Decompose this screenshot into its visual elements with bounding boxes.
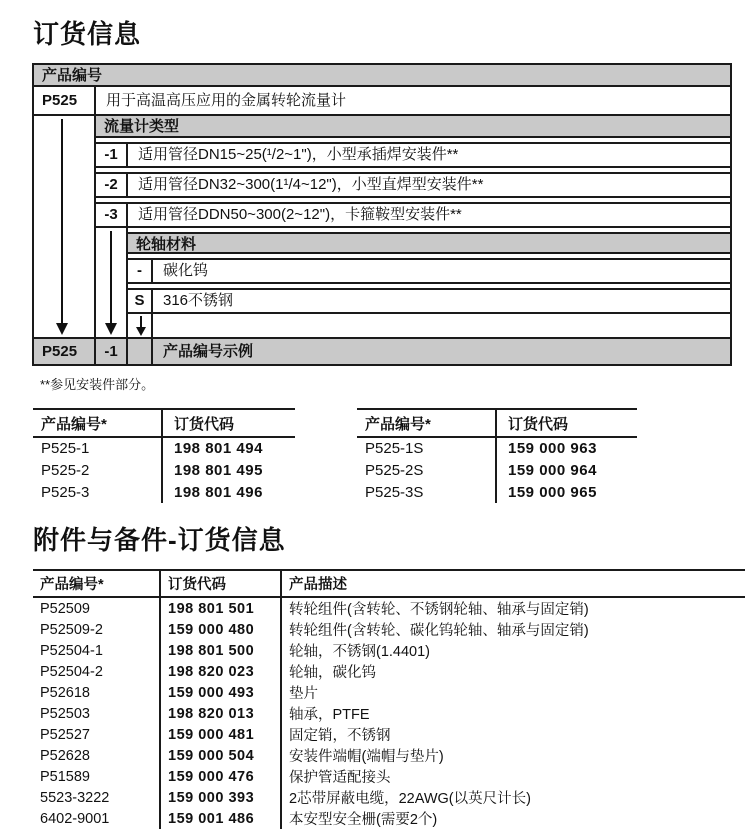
column-header-product-number: 产品编号*	[33, 570, 160, 597]
order-code-cell: 198 801 496	[174, 483, 263, 501]
ordering-structure-table	[32, 63, 732, 366]
example-product-code: P525	[34, 339, 96, 364]
product-number-cell: P525-1S	[357, 437, 496, 459]
order-code-cell: 198 820 013	[160, 703, 281, 724]
flowmeter-type-header: 流量计类型	[96, 116, 730, 138]
type-option-code: -3	[96, 204, 128, 226]
material-option-desc: 碳化钨	[163, 262, 209, 279]
down-arrow-icon	[105, 323, 117, 335]
product-desc-cell: 固定销，不锈钢	[289, 728, 391, 744]
product-desc-cell: 安装件端帽(端帽与垫片)	[289, 749, 444, 765]
product-number-cell: P51589	[33, 766, 160, 787]
order-code-cell: 198 801 494	[174, 440, 263, 457]
type-option-code: -1	[96, 144, 128, 166]
accessories-table	[33, 569, 745, 829]
order-code-cell: 159 000 481	[160, 724, 281, 745]
product-desc-cell: 轮轴，碳化钨	[289, 665, 376, 681]
table-row	[33, 619, 745, 640]
type-option-row	[96, 202, 730, 228]
product-number-cell: P525-2S	[357, 459, 496, 481]
product-code-cell: P525	[34, 87, 96, 114]
down-arrow-icon	[61, 119, 63, 324]
column-header-order-code: 订货代码	[162, 409, 295, 437]
material-arrow-row	[128, 314, 730, 337]
material-option-code: S	[128, 290, 153, 312]
table-row	[357, 481, 637, 503]
example-label: 产品编号示例	[163, 343, 254, 360]
order-example-row	[34, 337, 730, 364]
table-row	[33, 459, 295, 481]
product-desc-cell: 保护管适配接头	[289, 770, 391, 786]
table-row	[357, 437, 637, 459]
example-type-code: -1	[96, 339, 128, 364]
order-code-cell: 159 000 964	[508, 461, 597, 479]
down-arrow-icon	[110, 231, 112, 324]
order-code-cell: 159 000 493	[160, 682, 281, 703]
table-row	[33, 703, 745, 724]
order-code-cell: 159 000 504	[160, 745, 281, 766]
product-number-cell: P52527	[33, 724, 160, 745]
product-desc-cell: 2芯带屏蔽电缆，22AWG(以英尺计长)	[289, 791, 531, 807]
product-desc-cell: 轴承，PTFE	[289, 707, 370, 723]
type-option-code: -2	[96, 174, 128, 196]
product-desc-cell: 用于高温高压应用的金属转轮流量计	[106, 92, 347, 109]
example-material-code	[128, 339, 153, 364]
product-number-cell: P52628	[33, 745, 160, 766]
product-number-cell: P525-3S	[357, 481, 496, 503]
column-header-product-number: 产品编号*	[357, 409, 496, 437]
product-desc-cell: 轮轴，不锈钢(1.4401)	[289, 644, 431, 660]
type-option-desc: 适用管径DN32~300(1¹/4~12")，小型直焊型安装件**	[138, 176, 484, 193]
order-code-cell: 159 000 476	[160, 766, 281, 787]
product-number-cell: P52618	[33, 682, 160, 703]
product-number-cell: P525-3	[33, 481, 162, 503]
type-code-arrow-column	[96, 228, 128, 337]
product-desc-cell: 本安型安全栅(需要2个)	[289, 812, 438, 828]
table-row	[33, 808, 745, 829]
order-code-table-stainless	[357, 408, 637, 503]
product-number-header: 产品编号	[34, 65, 730, 87]
column-header-order-code: 订货代码	[160, 570, 281, 597]
footnote: **参见安装件部分。	[40, 377, 155, 392]
order-code-cell: 198 801 501	[160, 597, 281, 619]
table-row	[33, 745, 745, 766]
order-code-cell: 159 000 963	[508, 440, 597, 457]
product-number-cell: 5523-3222	[33, 787, 160, 808]
down-arrow-icon	[56, 323, 68, 335]
type-option-row	[96, 172, 730, 198]
table-row	[33, 640, 745, 661]
product-desc-cell: 转轮组件(含转轮、碳化钨轮轴、轴承与固定销)	[289, 623, 589, 639]
down-arrow-icon	[136, 327, 146, 336]
table-row	[33, 481, 295, 503]
product-number-cell: P52509	[33, 597, 160, 619]
product-number-cell: P52503	[33, 703, 160, 724]
order-code-cell: 198 801 495	[174, 461, 263, 479]
product-desc-cell: 转轮组件(含转轮、不锈钢轮轴、轴承与固定销)	[289, 602, 589, 618]
type-option-desc: 适用管径DDN50~300(2~12")，卡箍鞍型安装件**	[138, 206, 462, 223]
section-title-accessories: 附件与备件-订货信息	[33, 525, 286, 555]
column-header-order-code: 订货代码	[496, 409, 637, 437]
type-option-desc: 适用管径DN15~25(¹/2~1")，小型承插焊安装件**	[138, 146, 459, 163]
column-header-product-number: 产品编号*	[33, 409, 162, 437]
order-code-cell: 198 820 023	[160, 661, 281, 682]
shaft-material-header: 轮轴材料	[128, 232, 730, 254]
product-number-cell: P52504-1	[33, 640, 160, 661]
product-number-cell: P525-1	[33, 437, 162, 459]
material-arrow-cell	[128, 314, 153, 337]
table-row	[33, 682, 745, 703]
order-code-cell: 159 000 393	[160, 787, 281, 808]
product-number-cell: 6402-9001	[33, 808, 160, 829]
material-option-code: -	[128, 260, 153, 282]
table-row	[33, 661, 745, 682]
material-option-row	[128, 288, 730, 314]
material-subtree	[96, 228, 730, 337]
product-number-cell: P52509-2	[33, 619, 160, 640]
product-number-cell: P52504-2	[33, 661, 160, 682]
column-header-product-desc: 产品描述	[281, 570, 745, 597]
material-option-desc: 316不锈钢	[163, 292, 234, 309]
order-code-tables	[33, 408, 750, 503]
table-row	[33, 437, 295, 459]
order-code-cell: 198 801 500	[160, 640, 281, 661]
table-row	[33, 766, 745, 787]
type-option-row	[96, 142, 730, 168]
product-row	[34, 87, 730, 116]
table-row	[357, 459, 637, 481]
product-number-cell: P525-2	[33, 459, 162, 481]
order-code-cell: 159 000 480	[160, 619, 281, 640]
material-option-row	[128, 258, 730, 284]
table-row	[33, 724, 745, 745]
ordering-tree	[34, 116, 730, 337]
table-row	[33, 787, 745, 808]
product-desc-cell: 垫片	[289, 686, 318, 702]
order-code-cell: 159 000 965	[508, 483, 597, 501]
order-code-cell: 159 001 486	[160, 808, 281, 829]
order-code-table-standard	[33, 408, 295, 503]
table-row	[33, 597, 745, 619]
product-code-arrow-column	[34, 116, 96, 337]
section-title-ordering: 订货信息	[33, 19, 142, 49]
